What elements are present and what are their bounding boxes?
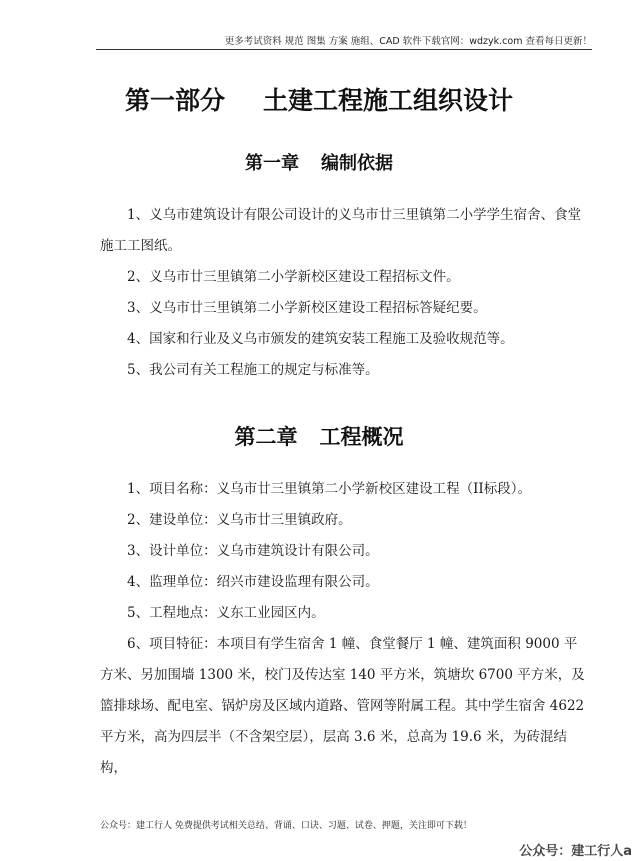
- chapter-1-list: [100, 200, 590, 386]
- list-item: 1、义乌市建筑设计有限公司设计的义乌市廿三里镇第二小学学生宿舍、食堂施工工图纸。: [100, 207, 582, 254]
- chapter-1-number: 第一章: [245, 153, 299, 174]
- chapter-2-heading: [0, 421, 638, 451]
- list-item: 5、我公司有关工程施工的规定与标准等。: [127, 362, 379, 378]
- list-item: 1、项目名称：义乌市廿三里镇第二小学新校区建设工程（II标段）。: [127, 481, 532, 497]
- footer-note: 公众号：建工行人 免费提供考试相关总结、背诵、口诀、习题、试卷、押题，关注即可下载！: [100, 821, 472, 831]
- chapter-1-title: 编制依据: [321, 153, 393, 174]
- chapter-1-heading: [0, 149, 638, 175]
- list-item: 3、设计单位：义乌市建筑设计有限公司。: [127, 543, 379, 559]
- part-number: 第一部分: [124, 86, 225, 115]
- header-divider: [96, 49, 592, 50]
- part-name: 土建工程施工组织设计: [263, 86, 514, 115]
- list-item: 4、监理单位：绍兴市建设监理有限公司。: [127, 574, 379, 590]
- list-item: 6、项目特征：本项目有学生宿舍 1 幢、食堂餐厅 1 幢、建筑面积 9000 平方米、另加围墙 1300 米，校门及传达室 140 平方米，筑塘坎 6700 平方米，及篮排球场、配电室、锅炉房及区域内道路、管网等附属工程。其中学生宿舍 4622 平方米，高为四层半（不含架空层），层高 3.6 米，总高为 19.6 米，为砖混结构，: [100, 636, 585, 776]
- list-item: 5、工程地点：义东工业园区内。: [127, 605, 325, 621]
- list-item: 4、国家和行业及义乌市颁发的建筑安装工程施工及验收规范等。: [127, 331, 514, 347]
- chapter-2-list: [100, 474, 590, 784]
- chapter-2-title: 工程概况: [319, 425, 404, 449]
- watermark: 公众号：建工行人a: [519, 844, 632, 859]
- header-note: 更多考试资料 规范 图集 方案 施组、CAD 软件下载官网：wdzyk.com 查看每日更新！: [224, 36, 592, 47]
- chapter-2-number: 第二章: [234, 425, 298, 449]
- list-item: 2、义乌市廿三里镇第二小学新校区建设工程招标文件。: [127, 269, 460, 285]
- list-item: 3、义乌市廿三里镇第二小学新校区建设工程招标答疑纪要。: [127, 300, 487, 316]
- list-item: 2、建设单位：义乌市廿三里镇政府。: [127, 512, 352, 528]
- part-title: [0, 81, 638, 117]
